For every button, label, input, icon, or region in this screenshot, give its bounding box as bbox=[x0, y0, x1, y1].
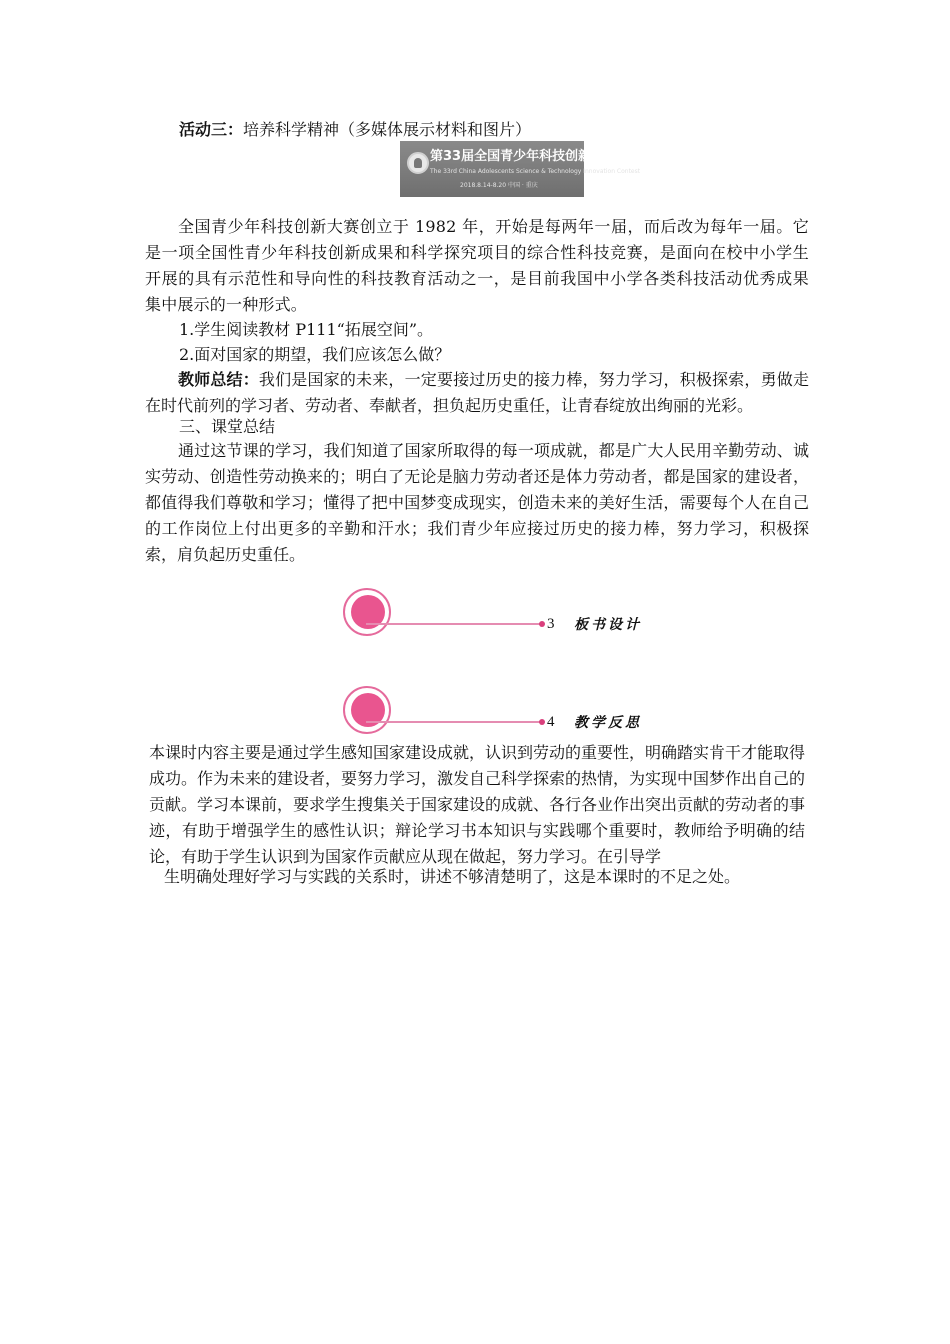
pink-circle-icon bbox=[343, 588, 391, 636]
task-item-1: 1.学生阅读教材 P111“拓展空间”。 bbox=[179, 320, 434, 339]
contest-banner-image bbox=[400, 141, 641, 197]
reflection-number: 4 bbox=[547, 714, 555, 730]
pink-rule-dot bbox=[539, 621, 545, 627]
pink-rule bbox=[366, 623, 542, 625]
activity-label: 活动三： bbox=[179, 120, 244, 139]
reflection-title: 教学反思 bbox=[574, 715, 642, 731]
task-item-2: 2.面对国家的期望，我们应该怎么做？ bbox=[179, 345, 451, 364]
board-design-title: 板书设计 bbox=[574, 617, 642, 633]
teacher-summary-text: 我们是国家的未来，一定要接过历史的接力棒，努力学习，积极探索，勇做走在时代前列的学习者、劳动者、奉献者，担负起历史重任，让青春绽放出绚丽的光彩。 bbox=[145, 370, 809, 415]
activity-three-heading bbox=[179, 120, 531, 140]
section-three-paragraph: 通过这节课的学习，我们知道了国家所取得的每一项成就，都是广大人民用辛勤劳动、诚实劳动、创造性劳动换来的；明白了无论是脑力劳动者还是体力劳动者，都是国家的建设者，都值得我们尊敬和学习；懂得了把中国梦变成现实，创造未来的美好生活，需要每个人在自己的工作岗位上付出更多的辛勤和汗水；我们青少年应接过历史的接力棒，努力学习，积极探索，肩负起历史重任。 bbox=[145, 441, 809, 564]
reflection-paragraph: 本课时内容主要是通过学生感知国家建设成就，认识到劳动的重要性，明确踏实肯干才能取得成功。作为未来的建设者，要努力学习，激发自己科学探索的热情，为实现中国梦作出自己的贡献。学习本课前，要求学生搜集关于国家建设的成就、各行各业作出突出贡献的劳动者的事迹，有助于增强学生的感性认识；辩论学习书本知识与实践哪个重要时，教师给予明确的结论，有助于学生认识到为国家作贡献应从现在做起，努力学习。在引导学 bbox=[149, 743, 806, 866]
contest-emblem-icon bbox=[407, 152, 429, 174]
banner-title: 第33届全国青少年科技创新大赛 bbox=[430, 149, 618, 164]
contest-intro-paragraph: 全国青少年科技创新大赛创立于 1982 年，开始是每两年一届，而后改为每年一届。它是一项全国性青少年科技创新成果和科学探究项目的综合性科技竞赛，是面向在校中小学生开展的具有示范性和导向性的科技教育活动之一，是目前我国中小学各类科技活动优秀成果集中展示的一种形式。 bbox=[145, 217, 809, 314]
pink-circle-icon bbox=[343, 686, 391, 734]
teacher-summary-paragraph bbox=[145, 367, 809, 419]
pink-rule bbox=[366, 721, 542, 723]
section-three-heading: 三、课堂总结 bbox=[179, 417, 276, 436]
teacher-summary-label: 教师总结： bbox=[178, 370, 259, 389]
banner-subtitle: The 33rd China Adolescents Science & Technology Innovation Contest bbox=[430, 168, 641, 175]
activity-title: 培养科学精神（多媒体展示材料和图片） bbox=[243, 120, 532, 139]
board-design-number: 3 bbox=[547, 616, 555, 632]
pink-rule-dot bbox=[539, 719, 545, 725]
banner-date: 2018.8.14-8.20 中国 · 重庆 bbox=[460, 182, 538, 189]
reflection-last-line: 生明确处理好学习与实践的关系时，讲述不够清楚明了，这是本课时的不足之处。 bbox=[164, 867, 741, 886]
